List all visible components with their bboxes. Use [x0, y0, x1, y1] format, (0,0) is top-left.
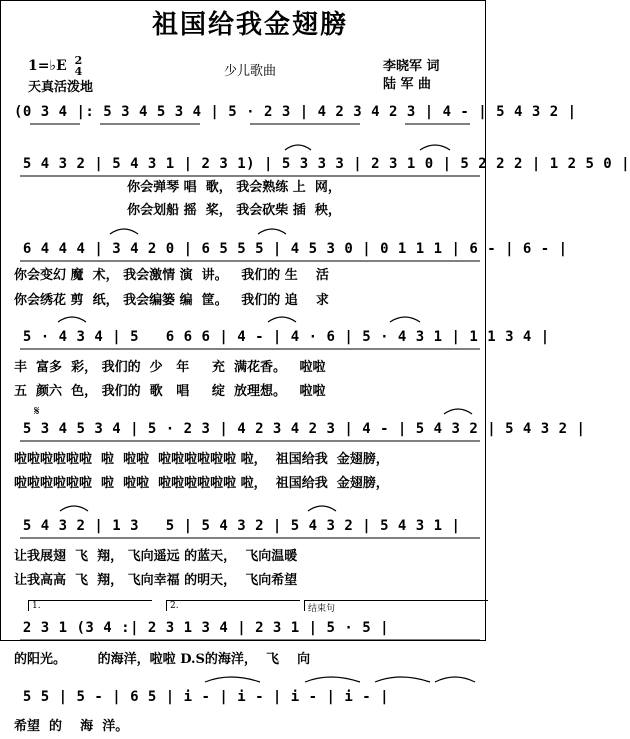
tempo-marking: 天真活泼地 — [28, 80, 94, 95]
staff-line-6: 5 4 3 2 | 1 3 5 | 5 4 3 2 | 5 4 3 2 | 5 4 3 1 | — [14, 518, 461, 534]
lyric-line-5-verse-2: 啦啦啦啦啦啦 啦 啦啦 啦啦啦啦啦啦 啦， 祖国给我 金翅膀， — [14, 476, 389, 491]
staff-line-3: 6 4 4 4 | 3 4 2 0 | 6 5 5 5 | 4 5 3 0 | 0 1 1 1 | 6 - | 6 - | — [14, 241, 568, 257]
slur-mark — [435, 677, 475, 682]
staff-line-4: 5 · 4 3 4 | 5 6 6 6 | 4 - | 4 · 6 | 5 · 4 3 1 | 1 1 3 4 | — [14, 329, 550, 345]
lyric-line-4-verse-1: 丰 富多 彩， 我们的 少 年 充 满花香。 啦啦 — [14, 360, 326, 375]
lyric-line-3-verse-2: 你会绣花 剪 纸， 我会编篓 编 筐。 我们的 追 求 — [14, 293, 329, 308]
slur-mark — [285, 145, 311, 150]
slur-mark — [444, 409, 472, 414]
staff-line-1: (0 3 4 |: 5 3 4 5 3 4 | 5 · 2 3 | 4 2 3 4 2 3 | 4 - | 5 4 3 2 | — [14, 104, 577, 120]
slur-mark — [258, 229, 286, 234]
slur-mark — [375, 677, 430, 682]
slur-mark — [205, 677, 260, 682]
slur-mark — [110, 229, 138, 234]
staff-line-8: 5 5 | 5 - | 6 5 | i - | i - | i - | i - | — [14, 689, 390, 705]
lyric-line-7: 的阳光。 的海洋，啦啦 D.S的海洋， 飞 向 — [14, 652, 311, 667]
second-ending-bracket — [166, 600, 300, 611]
staff-line-7: 2 3 1 (3 4 :| 2 3 1 3 4 | 2 3 1 | 5 · 5 | — [14, 620, 390, 636]
lyric-line-5-verse-1: 啦啦啦啦啦啦 啦 啦啦 啦啦啦啦啦啦 啦， 祖国给我 金翅膀， — [14, 452, 389, 467]
lyricist: 李晓军 词 — [383, 59, 440, 74]
second-ending-label: 2. — [170, 601, 179, 611]
final-ending-label: 结束句 — [308, 604, 336, 614]
lyric-line-4-verse-2: 五 颜六 色， 我们的 歌 唱 绽 放理想。 啦啦 — [14, 384, 326, 399]
segno-sign: 𝄋 — [34, 404, 40, 419]
key-label: 1=♭E — [28, 58, 67, 74]
composer: 陆 军 曲 — [383, 77, 432, 92]
time-denominator: 4 — [74, 65, 83, 78]
lyric-line-6-verse-2: 让我高高 飞 翔， 飞向幸福 的明天， 飞向希望 — [14, 573, 298, 588]
slur-mark — [308, 506, 336, 511]
slur-mark — [60, 506, 88, 511]
slur-mark — [58, 317, 86, 322]
lyric-line-3-verse-1: 你会变幻 魔 术， 我会激情 演 讲。 我们的 生 活 — [14, 268, 329, 283]
first-ending-label: 1. — [32, 601, 41, 611]
lyric-line-8: 希望 的 海 洋。 — [14, 719, 129, 734]
slur-mark — [420, 145, 450, 150]
genre-label: 少儿歌曲 — [223, 64, 276, 79]
first-ending-bracket — [28, 600, 152, 611]
slur-mark — [390, 317, 420, 322]
slur-mark — [268, 317, 296, 322]
lyric-line-2-verse-2: 你会划船 摇 桨， 我会砍柴 插 秧， — [14, 203, 341, 218]
final-ending-bracket — [304, 600, 488, 614]
song-title: 祖国给我金翅膀 — [151, 10, 348, 40]
lyric-line-2-verse-1: 你会弹琴 唱 歌， 我会熟练 上 网， — [14, 180, 341, 195]
time-numerator: 2 — [74, 54, 83, 67]
lyric-line-6-verse-1: 让我展翅 飞 翔， 飞向遥远 的蓝天， 飞向温暖 — [14, 549, 298, 564]
credits — [383, 58, 440, 94]
slur-mark — [305, 677, 360, 682]
staff-line-5: 5 3 4 5 3 4 | 5 · 2 3 | 4 2 3 4 2 3 | 4 - | 5 4 3 2 | 5 4 3 2 | — [14, 421, 586, 437]
staff-line-2: 5 4 3 2 | 5 4 3 1 | 2 3 1) | 5 3 3 3 | 2 3 1 0 | 5 2 2 2 | 1 2 5 0 | — [14, 156, 630, 172]
